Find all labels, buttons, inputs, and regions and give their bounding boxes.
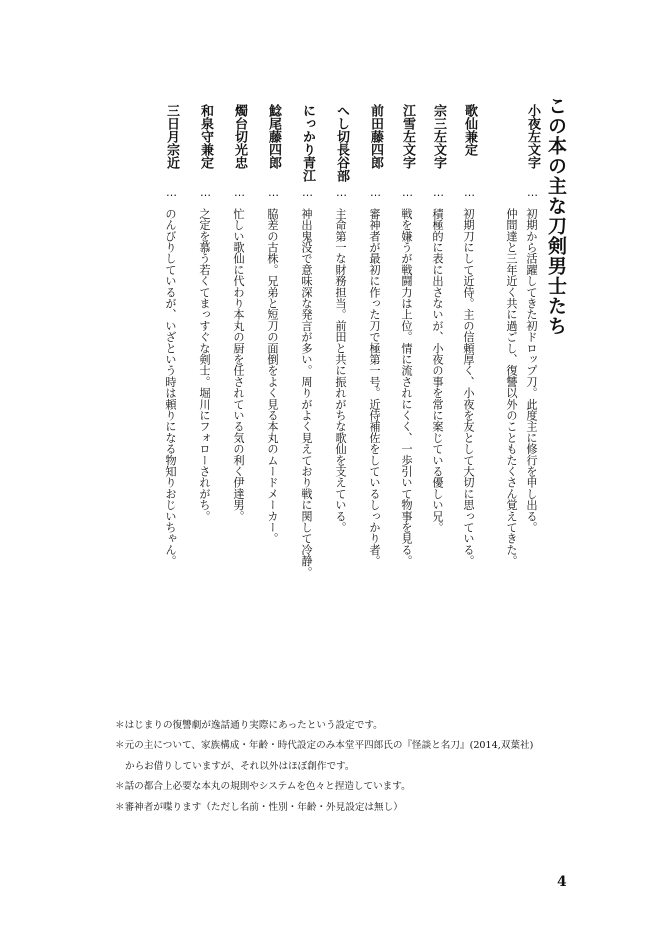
leader-dots: … [369, 186, 382, 197]
notes-block [115, 716, 615, 818]
description-line: 仲間達と三年近く共に過ごし、復讐以外のこともたくさん覚えてきた。 [505, 208, 518, 567]
description-line: 積極的に表に出さないが、小夜の事を常に案じている優しい兄。 [431, 208, 444, 533]
leader-dots: … [463, 186, 476, 197]
character-entry [262, 104, 288, 624]
description-line: のんびりしているが、いざという時は頼りになる物知りおじいちゃん。 [164, 208, 177, 567]
character-name: 宗三左文字 [431, 104, 446, 169]
note-line: からお借りしていますが、それ以外はほぼ創作です。 [125, 760, 355, 772]
character-description [501, 208, 541, 566]
character-description [330, 208, 350, 533]
description-line: 審神者が最初に作った刀で極第一号。近侍補佐をしているしっかり者。 [368, 208, 381, 567]
leader-dots: … [432, 186, 445, 197]
character-description [296, 208, 316, 578]
character-entry [228, 104, 254, 624]
character-entry [296, 104, 322, 624]
character-name: 三日月宗近 [164, 104, 179, 169]
character-entry [330, 104, 356, 624]
character-description [262, 208, 282, 544]
leader-dots: … [199, 186, 212, 197]
character-name: 歌仙兼定 [462, 104, 477, 156]
character-description [364, 208, 384, 566]
character-entry [427, 104, 453, 624]
leader-dots: … [401, 186, 414, 197]
note-line: ＊元の主について、家族構成・年齢・時代設定のみ本堂平四郎氏の『怪談と名刀』(2014,双葉社) [115, 740, 534, 752]
description-line: 脇差の古株。兄弟と短刀の面倒をよく見る本丸のムードメーカー。 [266, 208, 279, 544]
description-line: 忙しい歌仙に代わり本丸の厨を任されている気の利く伊達男。 [232, 208, 245, 522]
character-name: 江雪左文字 [400, 104, 415, 169]
character-description [427, 208, 447, 533]
character-entry [364, 104, 390, 624]
character-description [194, 208, 214, 522]
description-line: 神出鬼没で意味深な発言が多い。周りがよく見えており戦に関して冷静。 [300, 208, 313, 578]
leader-dots: … [526, 186, 539, 197]
description-line: 初期刀にして近侍。主の信頼厚く、小夜を友として大切に思っている。 [462, 208, 475, 567]
character-name: 前田藤四郎 [368, 104, 383, 169]
description-line: 主命第一な財務担当。前田と共に振れがちな歌仙を支えている。 [334, 208, 347, 533]
character-name: 和泉守兼定 [198, 104, 213, 169]
character-description [228, 208, 248, 522]
page-number: 4 [557, 874, 567, 890]
note-line: ＊はじまりの復讐劇が逸話通り実際にあったという設定です。 [115, 720, 383, 731]
character-entry [501, 104, 545, 624]
leader-dots: … [301, 186, 314, 197]
description-line: 初期から活躍してきた初ドロップ刀。此度主に修行を申し出る。 [525, 208, 538, 533]
character-description [396, 208, 416, 566]
character-entry [194, 104, 220, 624]
note-line: ＊話の都合上必要な本丸の規則やシステムを色々と捏造しています。 [115, 781, 411, 793]
character-entry [458, 104, 484, 624]
character-entry [396, 104, 422, 624]
leader-dots: … [233, 186, 246, 197]
leader-dots: … [165, 186, 178, 197]
description-line: 戦を嫌うが戦闘力は上位。情に流されにくく、一歩引いて物事を見る。 [400, 208, 413, 567]
leader-dots: … [335, 186, 348, 197]
character-entry [160, 104, 186, 624]
character-name: にっかり青江 [300, 104, 315, 182]
leader-dots: … [267, 186, 280, 197]
character-name: 燭台切光忠 [232, 104, 247, 169]
character-name: 小夜左文字 [525, 104, 540, 169]
character-description [458, 208, 478, 566]
character-description [160, 208, 180, 566]
character-name: 鯰尾藤四郎 [266, 104, 281, 169]
character-name: へし切長谷部 [334, 104, 349, 182]
note-line: ＊審神者が喋ります（ただし名前・性別・年齢・外見設定は無し） [115, 801, 403, 813]
page-title: この本の主な刀剣男士たち [545, 96, 567, 336]
description-line: 之定を慕う若くてまっすぐな剣士。堀川にフォローされがち。 [198, 208, 211, 522]
